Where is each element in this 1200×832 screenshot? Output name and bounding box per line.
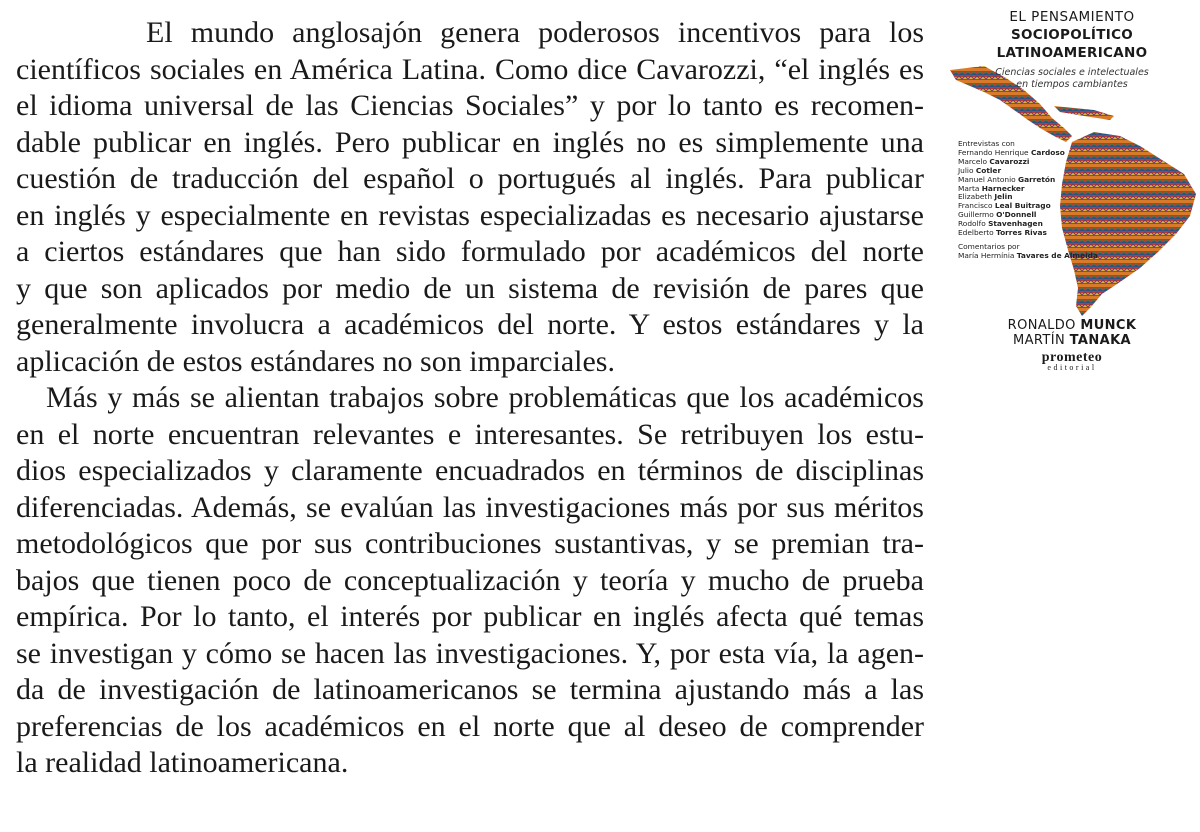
text-line: diferenciadas. Además, se evalúan las investigaciones más por sus méritos (16, 490, 924, 524)
book-cover (944, 0, 1200, 380)
comments-heading: Comentarios por (958, 241, 1020, 251)
text-line: da de investigación de latinoamericanos se termina ajustando más a las (16, 673, 924, 706)
text-line: se investigan y cómo se hacen las investigaciones. Y, por esta vía, la agen- (16, 636, 924, 670)
interviewee: Fernando Henrique Cardoso (958, 147, 1065, 157)
cover-interviewee-list (958, 140, 1098, 261)
publisher-subtitle: editorial (1047, 363, 1097, 372)
text-line: en el norte encuentran relevantes e interesantes. Se retribuyen los estu- (16, 417, 924, 451)
text-line: preferencias de los académicos en el norte que al deseo de comprender (16, 709, 924, 743)
text-line: dable publicar en inglés. Pero publicar en inglés no es simplemente una (16, 125, 924, 159)
publisher-logo (944, 350, 1200, 372)
paragraph-2 (16, 380, 924, 782)
interviewee: Marta Harnecker (958, 183, 1025, 193)
text-line: en inglés y especialmente en revistas especializadas es necesario ajustarse (16, 198, 924, 232)
cover-title-line-2: SOCIOPOLÍTICO (1010, 27, 1134, 43)
text-line: científicos sociales en América Latina. Como dice Cavarozzi, “el inglés es (16, 52, 924, 86)
text-line: generalmente involucra a académicos del norte. Y estos estándares y la (16, 308, 924, 341)
interviews-heading: Entrevistas con (958, 139, 1015, 148)
text-line: dios especializados y claramente encuadrados en términos de disciplinas (16, 454, 924, 487)
interviewee: Edelberto Torres Rivas (958, 228, 1047, 238)
interviewee: Guillermo O'Donnell (958, 210, 1037, 220)
text-line: la realidad latinoamericana. (16, 746, 349, 779)
publisher-name: prometeo (1041, 350, 1103, 365)
cover-author-2: MARTÍN TANAKA (1012, 333, 1132, 348)
text-line: aplicación de estos estándares no son imparciales. (16, 344, 615, 378)
text-line: bajos que tienen poco de conceptualización y teoría y mucho de prueba (16, 563, 924, 597)
cover-subtitle-line-1: Ciencias sociales e intelectuales (995, 67, 1149, 78)
cover-title-line-1: EL PENSAMIENTO (1009, 9, 1135, 25)
interviewee: Julio Cotler (958, 165, 1002, 175)
map-caribbean (1054, 106, 1114, 120)
commentator: María Hermínia Tavares de Almeida (958, 250, 1098, 260)
text-line: a ciertos estándares que han sido formulado por académicos del norte (16, 235, 924, 268)
interviewee: Manuel Antonio Garretón (958, 174, 1056, 184)
text-line: empírica. Por lo tanto, el interés por publicar en inglés afecta qué temas (16, 600, 924, 633)
paragraph-1 (16, 15, 924, 380)
book-page-text (16, 15, 924, 782)
text-line: Más y más se alientan trabajos sobre problemáticas que los académicos (46, 381, 924, 414)
interviewee: Rodolfo Stavenhagen (958, 219, 1043, 229)
interviewee: Marcelo Cavarozzi (958, 156, 1030, 166)
text-line: el idioma universal de las Ciencias Sociales” y por lo tanto es recomen- (16, 89, 924, 122)
text-line: cuestión de traducción del español o portugués al inglés. Para publicar (16, 162, 924, 195)
cover-author-1: RONALDO MUNCK (1007, 318, 1137, 333)
text-line: metodológicos que por sus contribuciones sustantivas, y se premian tra- (16, 527, 924, 560)
cover-title-line-3: LATINOAMERICANO (996, 45, 1148, 61)
cover-subtitle-line-2: en tiempos cambiantes (1016, 79, 1128, 90)
text-line: y que son aplicados por medio de un sistema de revisión de pares que (16, 271, 924, 305)
text-line: El mundo anglosajón genera poderosos incentivos para los (146, 16, 924, 49)
interviewee: Francisco Leal Buitrago (958, 201, 1051, 211)
interviewee: Elizabeth Jelin (958, 192, 1013, 202)
